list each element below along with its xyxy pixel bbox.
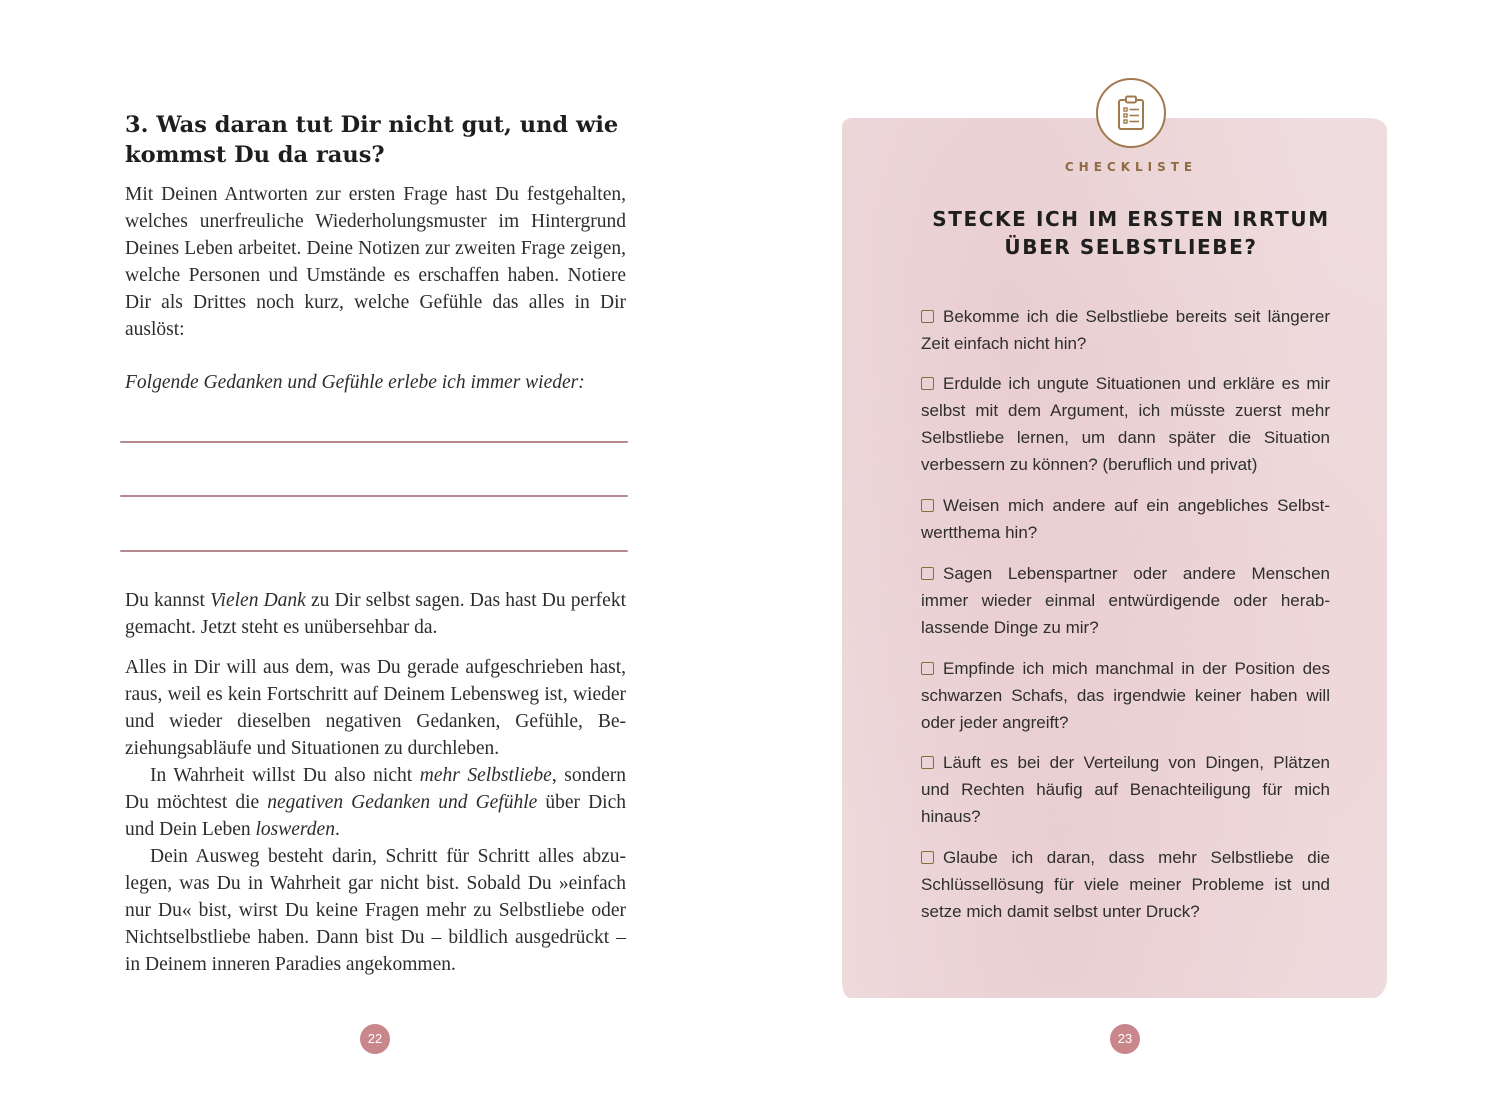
section-heading: 3. Was daran tut Dir nicht gut, und wie kommst Du da raus? bbox=[125, 112, 619, 168]
paragraph-in-truth: In Wahrheit willst Du also nicht mehr Selbstliebe, sondern Du möchtest die negativen Gedanken und Gefühle über Dich und Dein Leben loswerden. bbox=[125, 765, 627, 840]
page-number-right: 23 bbox=[1110, 1024, 1140, 1054]
checkbox-icon[interactable] bbox=[921, 310, 934, 323]
checklist-item[interactable]: Bekomme ich die Selbstliebe bereits seit längerer Zeit einfach nicht hin? bbox=[921, 307, 1330, 353]
checklist-title bbox=[915, 205, 1347, 261]
writing-line-2[interactable] bbox=[120, 495, 628, 497]
checklist-kicker: CHECKLISTE bbox=[1064, 160, 1198, 174]
checklist-item[interactable]: Läuft es bei der Verteilung von Dingen, Plätzen und Rechten häufig auf Benachteiligung für mich hinaus? bbox=[921, 753, 1330, 826]
checklist-title-line-1: STECKE ICH IM ERSTEN IRRTUM bbox=[932, 207, 1330, 231]
checkbox-icon[interactable] bbox=[921, 377, 934, 390]
checklist-item[interactable]: Empfinde ich mich manchmal in der Position des schwarzen Schafs, das irgendwie keiner haben will oder jeder angreift? bbox=[921, 659, 1330, 732]
paragraph-all-in-you: Alles in Dir will aus dem, was Du gerade aufgeschrieben hast, raus, weil es kein Fortschritt auf Deinem Lebensweg ist, wieder und wieder dieselben negativen Gedanken, Gefühle, Beziehungsabläufe und Situationen zu durchleben. bbox=[125, 657, 626, 759]
writing-prompt: Folgende Gedanken und Gefühle erlebe ich immer wieder: bbox=[125, 372, 585, 393]
checklist-title-line-2: ÜBER SELBSTLIEBE? bbox=[1004, 235, 1258, 259]
checkbox-icon[interactable] bbox=[921, 662, 934, 675]
paragraph-thanks: Du kannst Vielen Dank zu Dir selbst sagen. Das hast Du perfekt gemacht. Jetzt steht es unübersehbar da. bbox=[125, 590, 627, 638]
intro-paragraph bbox=[125, 181, 626, 343]
intro-text: Mit Deinen Antworten zur ersten Frage hast Du festgehalten, welches unerfreuliche Wiederholungsmuster im Hintergrund Deines Leben arbeitet. Deine Notizen zur zweiten Frage zeigen, welche Personen und Umstände es erschaffen haben. Notiere Dir als Drittes noch kurz, welche Gefühle das alles in Dir auslöst: bbox=[125, 184, 626, 340]
checkbox-icon[interactable] bbox=[921, 851, 934, 864]
body-paragraphs bbox=[125, 587, 626, 978]
writing-line-1[interactable] bbox=[120, 441, 628, 443]
checkbox-icon[interactable] bbox=[921, 567, 934, 580]
writing-line-3[interactable] bbox=[120, 550, 628, 552]
checklist-item[interactable]: Erdulde ich ungute Situationen und erkläre es mir selbst mit dem Argument, ich müsste zuerst mehr Selbstliebe lernen, um dann später die Situation verbessern zu können? (beruflich und privat) bbox=[921, 374, 1330, 474]
checkbox-icon[interactable] bbox=[921, 756, 934, 769]
clipboard-icon bbox=[1116, 95, 1146, 131]
checklist-item[interactable]: Glaube ich daran, dass mehr Selbstliebe die Schlüssellösung für viele meiner Probleme ist und setze mich damit selbst unter Druck? bbox=[921, 848, 1330, 921]
right-page bbox=[750, 0, 1500, 1097]
paragraph-way-out: Dein Ausweg besteht darin, Schritt für Schritt alles abzulegen, was Du in Wahrheit gar nicht bist. Sobald Du »einfach nur Du« bist, wirst Du keine Fragen mehr zu Selbstliebe oder Nichtselbstliebe haben. Dann bist Du – bildlich ausgedrückt – in Deinem inneren Paradies angekommen. bbox=[125, 846, 626, 975]
checklist-emblem bbox=[1096, 78, 1166, 148]
checklist-item[interactable]: Sagen Lebenspartner oder andere Menschen immer wieder einmal entwürdigende oder herablassende Dinge zu mir? bbox=[921, 564, 1330, 637]
page-number-left: 22 bbox=[360, 1024, 390, 1054]
checklist-item[interactable]: Weisen mich andere auf ein angebliches Selbstwertthema hin? bbox=[921, 496, 1330, 542]
checkbox-icon[interactable] bbox=[921, 499, 934, 512]
